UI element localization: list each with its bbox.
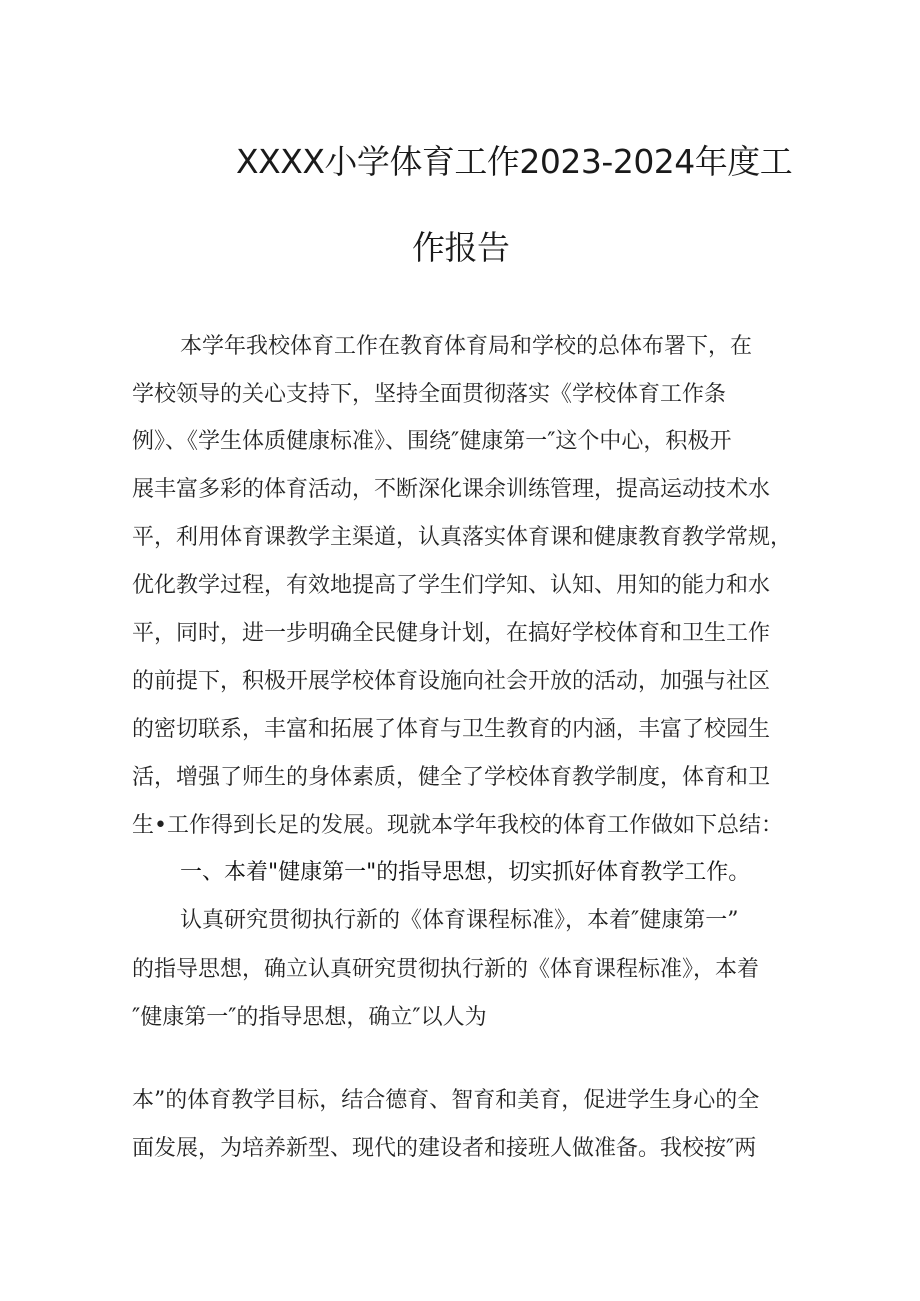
- paragraph-line: 本学年我校体育工作在教育体育局和学校的总体布署下，在: [180, 334, 753, 359]
- paragraph-line: 面发展，为培养新型、现代的建设者和接班人做准备。我校按″两: [132, 1136, 757, 1161]
- document-title-line-2: 作报告: [412, 228, 510, 267]
- paragraph-line: 的前提下，积极开展学校体育设施向社会开放的活动，加强与社区: [132, 669, 771, 694]
- paragraph-line: 认真研究贯彻执行新的《体育课程标准》，本着″健康第一”: [180, 908, 739, 933]
- section-heading: 一、本着"健康第一"的指导思想，切实抓好体育教学工作。: [180, 860, 751, 885]
- paragraph-line: 生•工作得到长足的发展。现就本学年我校的体育工作做如下总结：: [132, 813, 783, 838]
- paragraph-line: 平，利用体育课教学主渠道，认真落实体育课和健康教育教学常规，: [132, 525, 793, 550]
- paragraph-line: 的指导思想，确立认真研究贯彻执行新的《体育课程标准》，本着: [132, 957, 760, 982]
- paragraph-line: 优化教学过程，有效地提高了学生们学知、认知、用知的能力和水: [132, 573, 771, 598]
- paragraph-line: 活，增强了师生的身体素质，健全了学校体育教学制度，体育和卫: [132, 765, 771, 790]
- document-title-line-1: XXXX小学体育工作2023-2024年度工: [236, 142, 793, 181]
- paragraph-line: 本”的体育教学目标，结合德育、智育和美育，促进学生身心的全: [132, 1088, 760, 1113]
- paragraph-line: 展丰富多彩的体育活动，不断深化课余训练管理，提高运动技术水: [132, 477, 771, 502]
- paragraph-line: ″健康第一″的指导思想，确立″以人为: [132, 1005, 487, 1030]
- paragraph-line: 平，同时，进一步明确全民健身计划，在搞好学校体育和卫生工作: [132, 621, 771, 646]
- paragraph-line: 学校领导的关心支持下，坚持全面贯彻落实《学校体育工作条: [132, 382, 727, 407]
- paragraph-line: 的密切联系，丰富和拓展了体育与卫生教育的内涵，丰富了校园生: [132, 717, 771, 742]
- paragraph-line: 例》、《学生体质健康标准》、围绕″健康第一″这个中心，积极开: [132, 429, 732, 454]
